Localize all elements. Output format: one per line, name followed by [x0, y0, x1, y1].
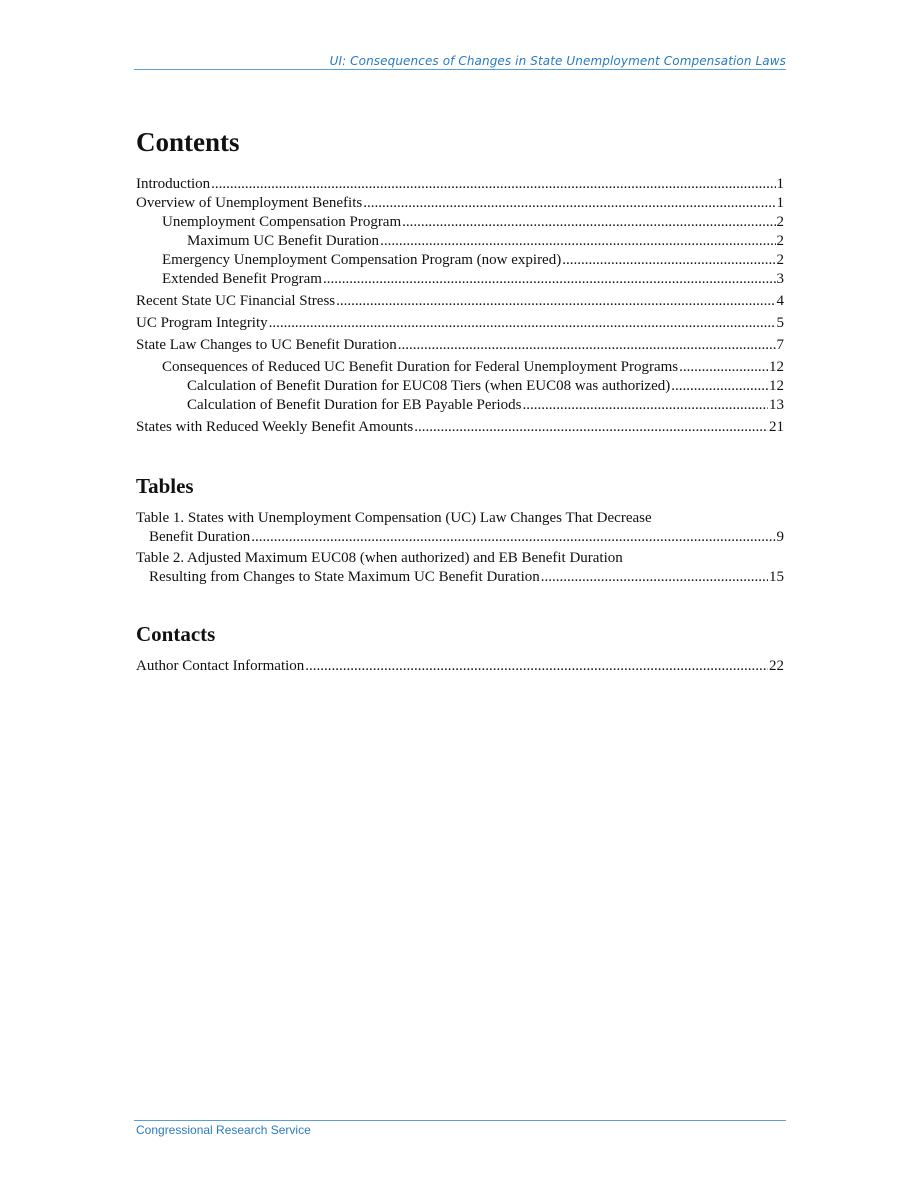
toc-entry-page: 2 [776, 233, 784, 249]
toc-entry-title: Calculation of Benefit Duration for EB Payable Periods [187, 397, 522, 413]
toc-entry-page: 2 [776, 252, 784, 268]
toc-entry-title: Introduction [136, 176, 211, 192]
toc-entry-title: Consequences of Reduced UC Benefit Duration for Federal Unemployment Programs [162, 359, 679, 375]
table-entry-title: Table 1. States with Unemployment Compensation (UC) Law Changes That Decrease [136, 510, 652, 526]
dot-leader [251, 528, 775, 547]
dot-leader [402, 213, 775, 232]
toc-entry-title: Recent State UC Financial Stress [136, 293, 336, 309]
dot-leader [211, 175, 775, 194]
dot-leader [336, 292, 775, 311]
table-entry-page: 9 [776, 529, 784, 545]
dot-leader [398, 336, 776, 355]
toc-entry[interactable] [136, 336, 784, 355]
toc-entry-page: 5 [776, 315, 784, 331]
toc-entry-page: 1 [776, 195, 784, 211]
toc-entry-title: Extended Benefit Program [162, 271, 322, 287]
toc-entry-title: Unemployment Compensation Program [162, 214, 402, 230]
running-header: UI: Consequences of Changes in State Unemployment Compensation Laws [329, 54, 786, 68]
table-entry[interactable] [136, 549, 784, 587]
toc-entry-title: Emergency Unemployment Compensation Program (now expired) [162, 252, 562, 268]
dot-leader [679, 358, 768, 377]
toc-entry-page: 12 [769, 378, 784, 394]
toc-entry[interactable] [136, 270, 784, 289]
toc-entry[interactable] [136, 194, 784, 213]
toc-entry-title: UC Program Integrity [136, 315, 268, 331]
footer-org: Congressional Research Service [136, 1123, 311, 1137]
dot-leader [671, 377, 768, 396]
toc-entry[interactable] [136, 314, 784, 333]
dot-leader [363, 194, 775, 213]
dot-leader [305, 657, 768, 676]
table-entry-page: 15 [769, 569, 784, 585]
toc-entry[interactable] [136, 377, 784, 396]
contacts-heading: Contacts [136, 622, 216, 646]
tables-heading: Tables [136, 474, 194, 498]
table-entry[interactable] [136, 509, 784, 547]
dot-leader [323, 270, 776, 289]
toc-entry[interactable] [136, 358, 784, 377]
toc-entry-title: Overview of Unemployment Benefits [136, 195, 363, 211]
dot-leader [414, 418, 768, 437]
table-entry-continuation [136, 568, 784, 587]
contact-entry[interactable] [136, 657, 784, 676]
toc-entry-page: 21 [769, 419, 784, 435]
dot-leader [523, 396, 768, 415]
table-entry-title-cont: Resulting from Changes to State Maximum UC Benefit Duration [149, 569, 540, 585]
toc-entry[interactable] [136, 213, 784, 232]
toc-entry[interactable] [136, 292, 784, 311]
toc-entry-page: 2 [776, 214, 784, 230]
contact-entry-page: 22 [769, 658, 784, 674]
toc-entry-page: 1 [776, 176, 784, 192]
dot-leader [562, 251, 775, 270]
contents-heading: Contents [136, 127, 240, 157]
toc-entry-page: 7 [776, 337, 784, 353]
toc-entry[interactable] [136, 396, 784, 415]
contents-list [136, 175, 784, 437]
toc-entry[interactable] [136, 251, 784, 270]
contacts-section [136, 621, 784, 676]
table-entry-title-cont: Benefit Duration [149, 529, 251, 545]
toc-entry-title: State Law Changes to UC Benefit Duration [136, 337, 397, 353]
table-entry-title: Table 2. Adjusted Maximum EUC08 (when authorized) and EB Benefit Duration [136, 550, 623, 566]
toc-entry-page: 3 [776, 271, 784, 287]
toc-entry-title: Calculation of Benefit Duration for EUC08 Tiers (when EUC08 was authorized) [187, 378, 671, 394]
toc-entry[interactable] [136, 232, 784, 251]
toc-entry-page: 4 [776, 293, 784, 309]
toc-entry-page: 12 [769, 359, 784, 375]
table-entry-continuation [136, 528, 784, 547]
toc-entry[interactable] [136, 418, 784, 437]
table-of-contents [136, 125, 784, 676]
tables-section [136, 473, 784, 587]
toc-entry[interactable] [136, 175, 784, 194]
toc-entry-title: Maximum UC Benefit Duration [187, 233, 380, 249]
contact-entry-title: Author Contact Information [136, 658, 305, 674]
footer-rule [134, 1120, 786, 1121]
toc-entry-page: 13 [769, 397, 784, 413]
toc-entry-title: States with Reduced Weekly Benefit Amounts [136, 419, 414, 435]
dot-leader [269, 314, 776, 333]
dot-leader [380, 232, 775, 251]
header-rule [134, 69, 786, 70]
dot-leader [541, 568, 768, 587]
